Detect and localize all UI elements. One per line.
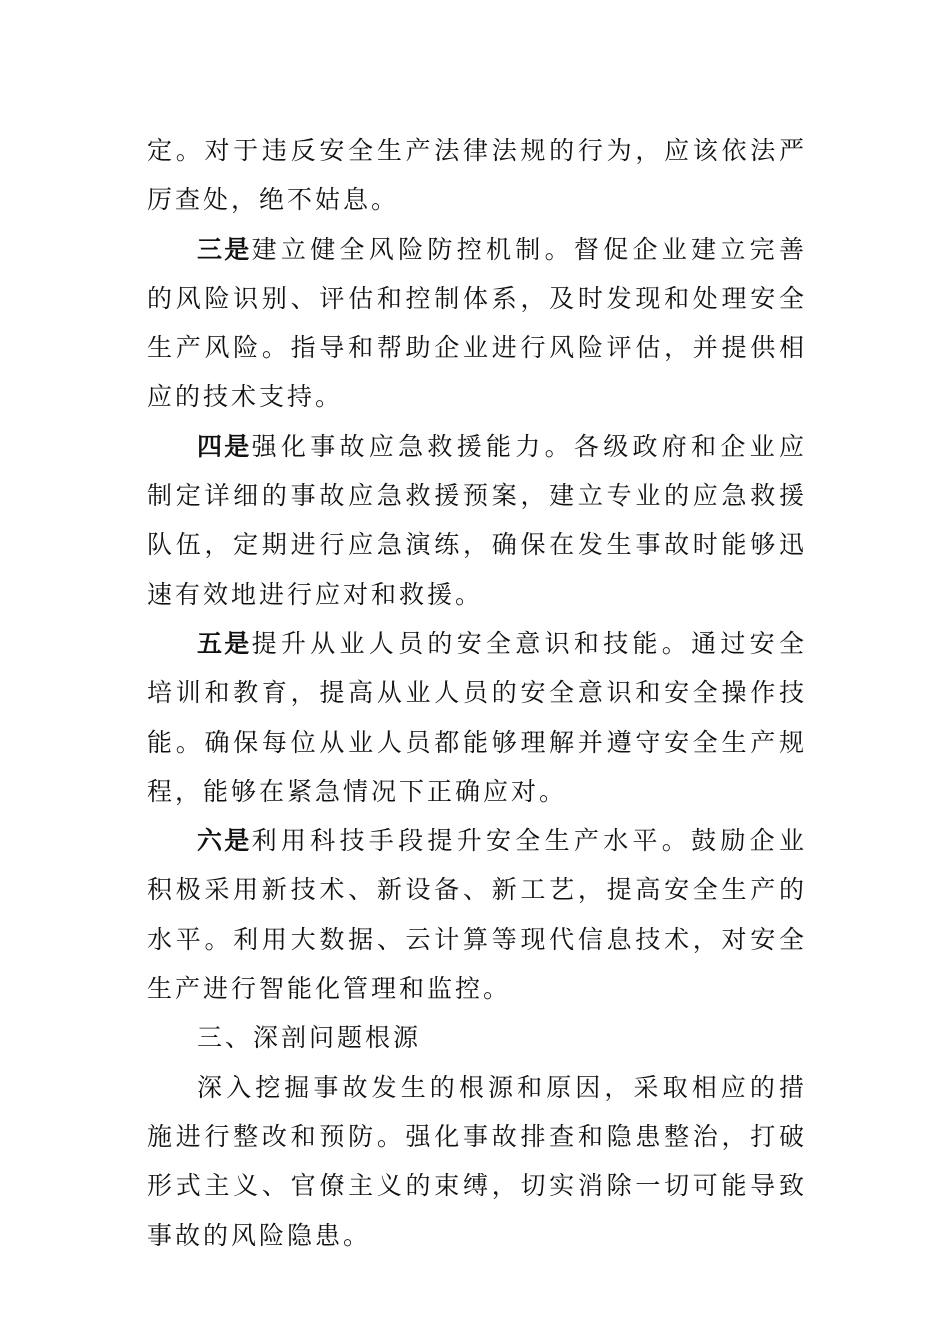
section-heading-text: 三、深剖问题根源 [197,1023,422,1053]
document-body [147,126,807,1260]
paragraph-point-six [147,816,807,1013]
paragraph-continuation [147,126,807,225]
paragraph-text: 强化事故应急救援能力。各级政府和企业应制定详细的事故应急救援预案，建立专业的应急救援队伍，定期进行应急演练，确保在发生事故时能够迅速有效地进行应对和救援。 [147,431,807,609]
paragraph-root-cause [147,1063,807,1260]
paragraph-text: 深入挖掘事故发生的根源和原因，采取相应的措施进行整改和预防。强化事故排查和隐患整治，打破形式主义、官僚主义的束缚，切实消除一切可能导致事故的风险隐患。 [147,1072,807,1250]
paragraph-point-three [147,225,807,422]
paragraph-text: 定。对于违反安全生产法律法规的行为，应该依法严厉查处，绝不姑息。 [147,136,807,215]
paragraph-text: 提升从业人员的安全意识和技能。通过安全培训和教育，提高从业人员的安全意识和安全操作技能。确保每位从业人员都能够理解并遵守安全生产规程，能够在紧急情况下正确应对。 [147,628,807,806]
paragraph-point-four [147,422,807,619]
paragraph-text: 利用科技手段提升安全生产水平。鼓励企业积极采用新技术、新设备、新工艺，提高安全生产的水平。利用大数据、云计算等现代信息技术，对安全生产进行智能化管理和监控。 [147,826,807,1004]
paragraph-lead: 六是 [197,826,252,856]
paragraph-lead: 三是 [197,234,252,264]
section-heading [147,1013,807,1062]
paragraph-lead: 五是 [197,628,252,658]
paragraph-text: 建立健全风险防控机制。督促企业建立完善的风险识别、评估和控制体系，及时发现和处理安全生产风险。指导和帮助企业进行风险评估，并提供相应的技术支持。 [147,234,807,412]
paragraph-point-five [147,619,807,816]
paragraph-lead: 四是 [197,431,252,461]
